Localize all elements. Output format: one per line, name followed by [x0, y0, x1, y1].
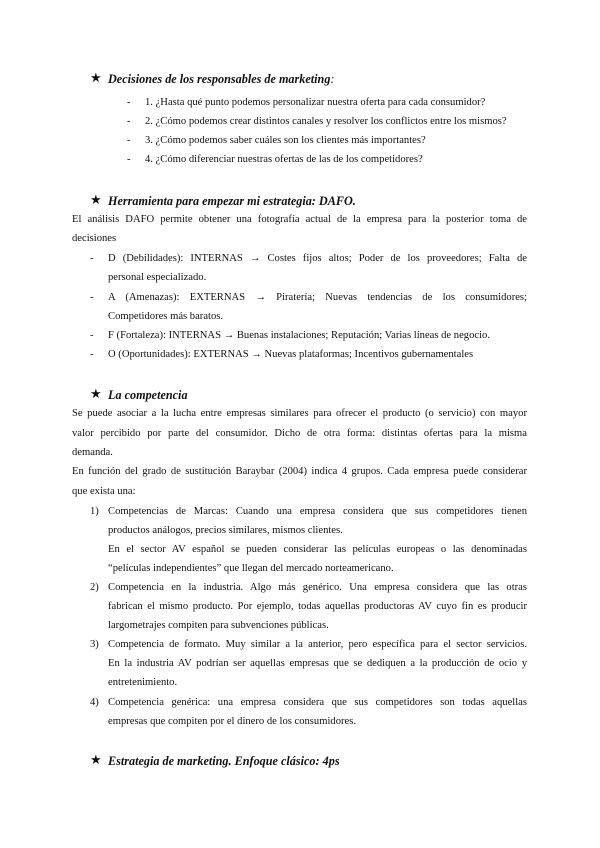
dash-bullet: -: [127, 116, 131, 127]
paragraph-line: Se puede asociar a la lucha entre empresas similares para ofrecer el producto (o servicio) con mayor: [72, 408, 527, 419]
paragraph-line: El análisis DAFO permite obtener una fotografía actual de la empresa para la posterior toma de: [72, 214, 527, 225]
star-bullet-icon: ★: [90, 192, 102, 207]
dash-bullet: -: [90, 253, 94, 264]
paragraph-line: demanda.: [72, 447, 113, 458]
dafo-item-oportunidades: O (Oportunidades): EXTERNAS → Nuevas plataformas; Incentivos gubernamentales: [108, 349, 474, 360]
dafo-item-amenazas: A (Amenazas): EXTERNAS → Piratería; Nuevas tendencias de los consumidores;: [108, 292, 527, 303]
list-number: 1): [90, 506, 99, 517]
dafo-item-debilidades: D (Debilidades): INTERNAS → Costes fijos altos; Poder de los proveedores; Falta de: [108, 253, 527, 264]
list-number: 4): [90, 697, 99, 708]
star-bullet-icon: ★: [90, 386, 102, 401]
list-item-continuation: fabrican el mismo producto. Por ejemplo, todas aquellas productoras AV cuyo fin es producir: [108, 601, 527, 612]
list-item-continuation: entretenimiento.: [108, 677, 178, 688]
section-heading-competencia: La competencia: [108, 388, 188, 402]
paragraph-line: En función del grado de sustitución Baraybar (2004) indica 4 grupos. Cada empresa puede considerar: [72, 466, 527, 477]
list-item: Competencia de formato. Muy similar a la anterior, pero específica para el sector servicios.: [108, 639, 527, 650]
paragraph-line: valor percibido por parte del consumidor. Dicho de otra forma: distintas ofertas para la misma: [72, 428, 527, 439]
list-item-continuation: empresas que compiten por el dinero de los consumidores.: [108, 716, 357, 727]
dafo-item-continuation: personal especializado.: [108, 272, 207, 283]
dash-bullet: -: [127, 97, 131, 108]
section-heading-dafo: Herramienta para empezar mi estrategia: DAFO.: [108, 194, 356, 208]
dash-bullet: -: [90, 292, 94, 303]
dash-bullet: -: [90, 349, 94, 360]
paragraph-line: decisiones: [72, 233, 117, 244]
star-bullet-icon: ★: [90, 752, 102, 767]
list-item-continuation: “películas independientes” que llegan del mercado norteamericano.: [108, 563, 394, 574]
list-item-continuation: En la industria AV podrían ser aquellas empresas que se dediquen a la producción de ocio y: [108, 658, 527, 669]
paragraph-line: que exista una:: [72, 486, 136, 497]
star-bullet-icon: ★: [90, 70, 102, 85]
dash-bullet: -: [127, 154, 131, 165]
list-item: 2. ¿Cómo podemos crear distintos canales y resolver los conflictos entre los mismos?: [145, 116, 507, 127]
list-item: 1. ¿Hasta qué punto podemos personalizar nuestra oferta para cada consumidor?: [145, 97, 486, 108]
list-item-continuation: largometrajes compiten para subvenciones públicas.: [108, 620, 329, 631]
list-number: 2): [90, 582, 99, 593]
dash-bullet: -: [90, 330, 94, 341]
section-heading-4ps: Estrategia de marketing. Enfoque clásico: 4ps: [108, 754, 340, 768]
section-heading-marketing-decisions: Decisiones de los responsables de marketing:: [108, 72, 335, 86]
list-item-continuation: productos análogos, precios similares, mismos clientes.: [108, 525, 343, 536]
dafo-item-continuation: Competidores más baratos.: [108, 311, 224, 322]
list-item: 4. ¿Cómo diferenciar nuestras ofertas de las de los competidores?: [145, 154, 423, 165]
list-item: Competencia genérica: una empresa considera que sus competidores son todas aquellas: [108, 697, 527, 708]
list-item: Competencia en la industria. Algo más genérico. Una empresa considera que las otras: [108, 582, 527, 593]
dash-bullet: -: [127, 135, 131, 146]
dafo-item-fortaleza: F (Fortaleza): INTERNAS → Buenas instalaciones; Reputación; Varias líneas de negocio.: [108, 330, 490, 341]
list-number: 3): [90, 639, 99, 650]
list-item-continuation: En el sector AV español se pueden considerar las películas europeas o las denominadas: [108, 544, 527, 555]
list-item: 3. ¿Cómo podemos saber cuáles son los clientes más importantes?: [145, 135, 426, 146]
list-item: Competencias de Marcas: Cuando una empresa considera que sus competidores tienen: [108, 506, 527, 517]
